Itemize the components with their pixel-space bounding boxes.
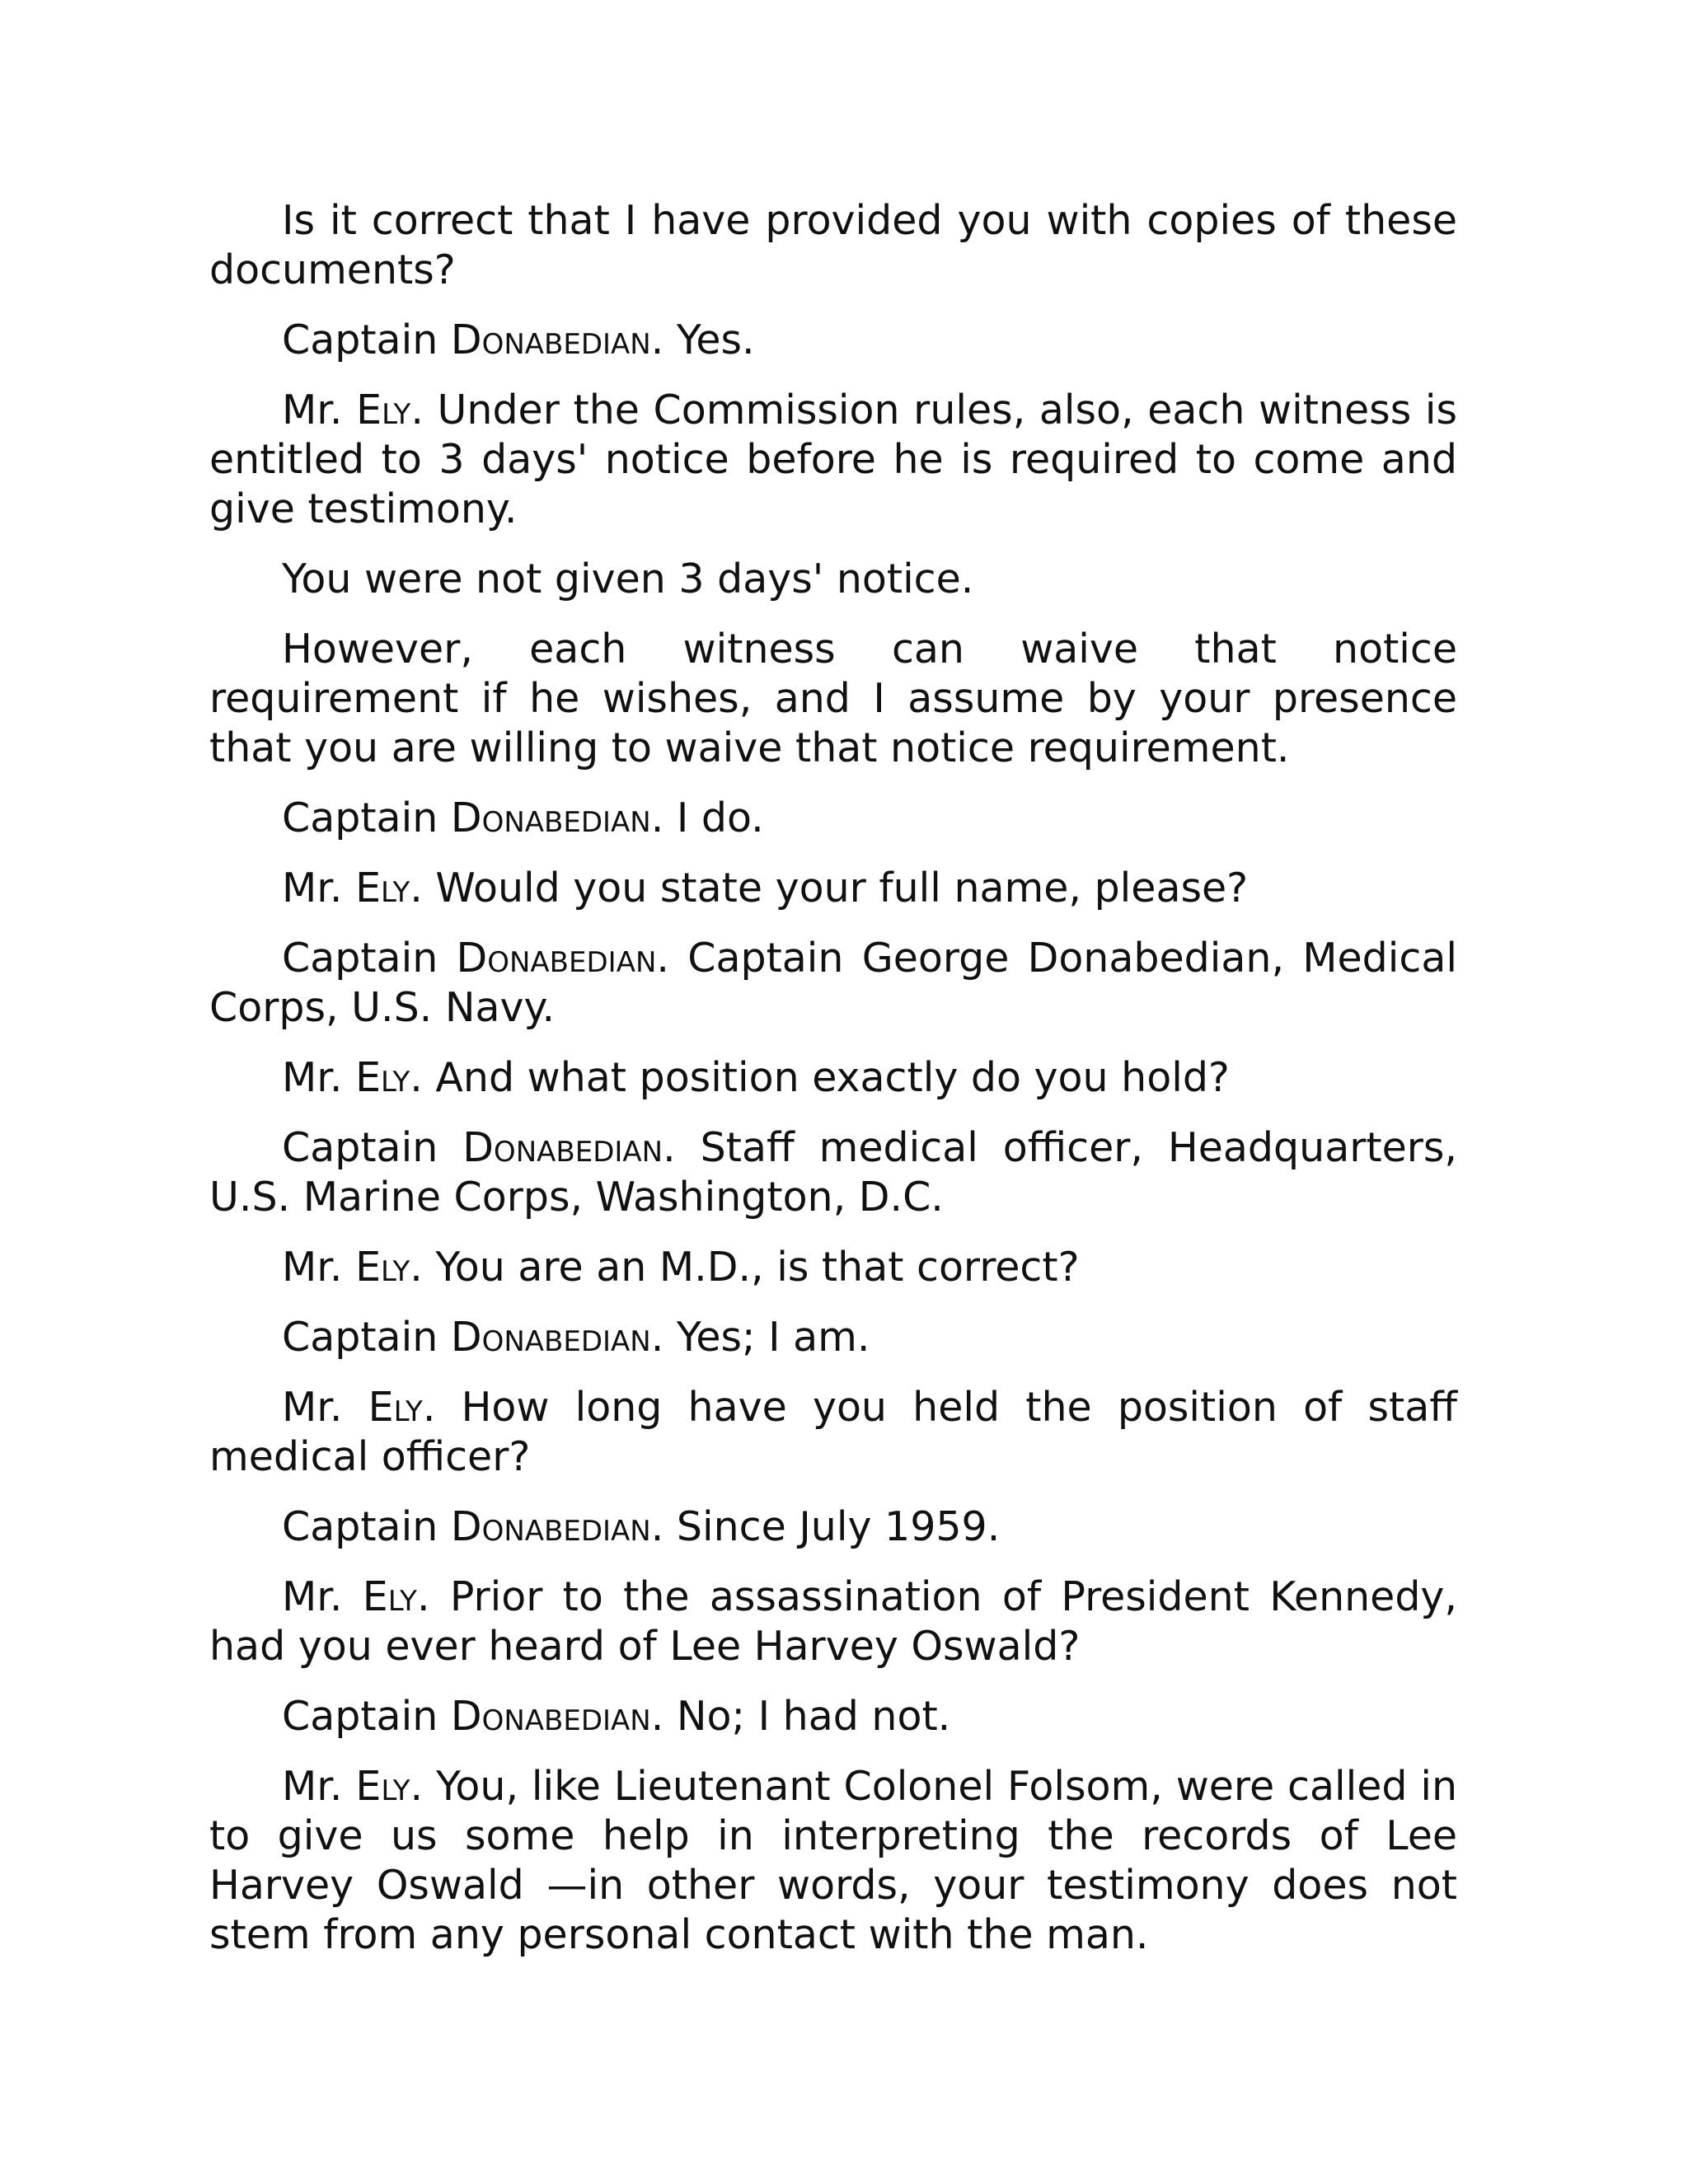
speech-text: . Prior to the assassination of President Kennedy, had you ever heard of Lee Harvey Oswald? [209,1573,1458,1670]
speech-text: . You are an M.D., is that correct? [410,1244,1080,1291]
paragraph [209,1762,1457,1960]
speech-text: . Captain George Donabedian, Medical Corps, U.S. Navy. [209,935,1457,1031]
speech-text: . Staff medical officer, Headquarters, U.S. Marine Corps, Washington, D.C. [209,1124,1457,1221]
paragraph [209,625,1457,773]
paragraph [209,1053,1457,1103]
speech-text: . I do. [650,794,764,841]
document-page [209,196,1457,1980]
speaker-name: Ely [355,1763,410,1810]
speaker-name: Ely [355,865,410,912]
speaker-title: Mr. [282,1054,356,1101]
paragraph [209,1692,1457,1741]
speaker-title: Captain [282,1693,451,1740]
speech-text: . No; I had not. [650,1693,951,1740]
paragraph [209,386,1457,534]
speaker-name: Ely [368,1384,423,1431]
speaker-title: Captain [282,1314,451,1361]
speaker-title: Mr. [282,1763,356,1810]
speech-text: Is it correct that I have provided you with copies of these documents? [209,197,1457,293]
speaker-name: Ely [356,387,411,434]
speaker-title: Mr. [282,1384,368,1431]
speaker-name: Donabedian [456,935,657,982]
speaker-title: Captain [282,935,457,982]
speaker-title: Mr. [282,1244,356,1291]
speaker-name: Ely [355,1244,410,1291]
speaker-title: Captain [282,1503,451,1550]
speech-text: . How long have you held the position of staff medical officer? [209,1384,1457,1480]
paragraph [209,1313,1457,1362]
speaker-name: Donabedian [450,1314,651,1361]
paragraph [209,555,1457,604]
speech-text: You were not given 3 days' notice. [282,555,974,602]
speech-text: . And what position exactly do you hold? [410,1054,1230,1101]
speaker-name: Donabedian [450,794,651,841]
speech-text: . Would you state your full name, please? [410,865,1249,912]
speaker-name: Donabedian [450,1503,651,1550]
speaker-name: Donabedian [450,316,651,363]
speech-text: . Since July 1959. [650,1503,1001,1550]
speech-text: . Yes. [650,316,755,363]
speech-text: . Under the Commission rules, also, each witness is entitled to 3 days' notice before he is required to come and give testimony. [209,387,1458,532]
speaker-title: Mr. [282,865,356,912]
speaker-title: Captain [282,316,451,363]
speaker-title: Captain [282,1124,463,1171]
paragraph [209,1123,1457,1222]
speech-text: . You, like Lieutenant Colonel Folsom, were called in to give us some help in interpreting the records of Lee Harvey Oswald —in other words, your testimony does not stem from any personal contact with the man. [209,1763,1458,1958]
paragraph [209,934,1457,1033]
speech-text: . Yes; I am. [650,1314,870,1361]
speaker-title: Captain [282,794,451,841]
speech-text: However, each witness can waive that notice requirement if he wishes, and I assume by your presence that you are willing to waive that notice requirement. [209,626,1457,771]
speaker-title: Mr. [282,387,357,434]
speaker-name: Ely [362,1573,417,1620]
paragraph [209,864,1457,913]
paragraph [209,1383,1457,1482]
paragraph [209,1572,1457,1671]
speaker-title: Mr. [282,1573,363,1620]
speaker-name: Ely [355,1054,410,1101]
paragraph [209,1243,1457,1292]
paragraph [209,1502,1457,1552]
paragraph [209,316,1457,365]
paragraph [209,794,1457,843]
paragraph [209,196,1457,295]
speaker-name: Donabedian [450,1693,651,1740]
speaker-name: Donabedian [462,1124,663,1171]
